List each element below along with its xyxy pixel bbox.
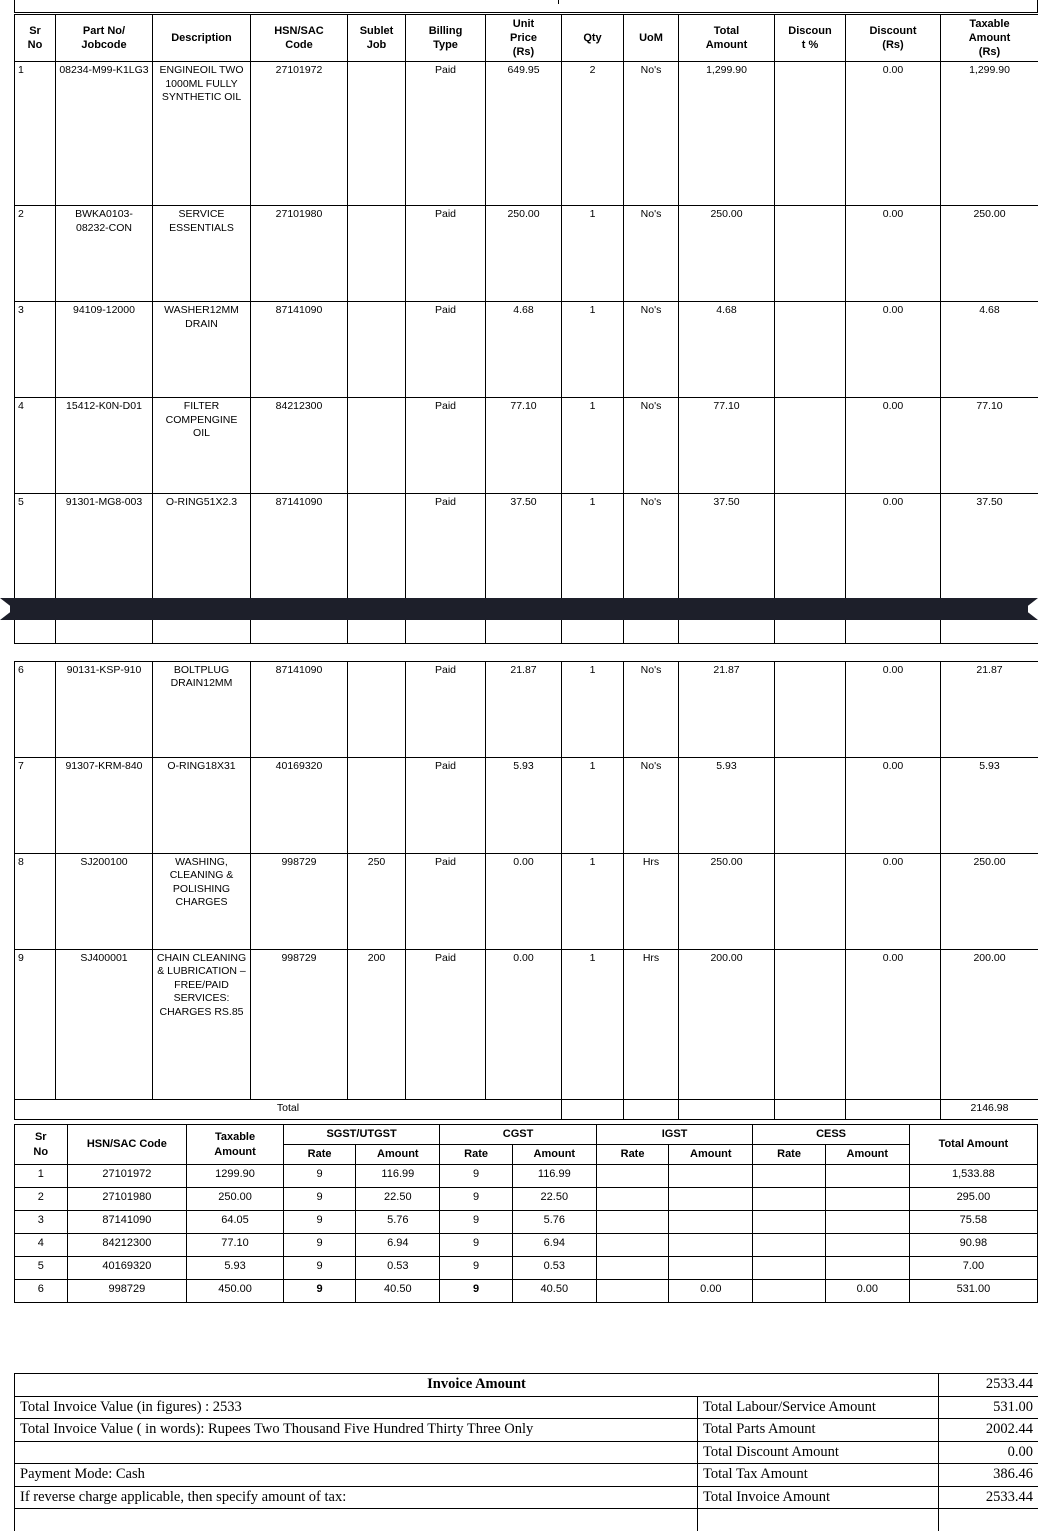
item-sr-no: 1 xyxy=(15,62,56,206)
gst-col-cess-rate: Rate xyxy=(753,1145,825,1165)
item-sr-no: 4 xyxy=(15,398,56,494)
items-total-row-container xyxy=(15,1100,1038,1120)
gst-igst-amount xyxy=(669,1234,753,1257)
item-part-no: 15412-K0N-D01 xyxy=(56,398,153,494)
item-total-amount: 250.00 xyxy=(679,854,775,950)
item-discount-rs: 0.00 xyxy=(846,758,941,854)
gst-cess-rate xyxy=(753,1188,825,1211)
gst-sgst-rate: 9 xyxy=(283,1234,355,1257)
payment-mode: Payment Mode: Cash xyxy=(15,1464,698,1487)
gst-cess-rate xyxy=(753,1165,825,1188)
item-discount-rs: 0.00 xyxy=(846,62,941,206)
item-unit-price: 5.93 xyxy=(486,758,562,854)
gst-igst-amount xyxy=(669,1188,753,1211)
gst-cess-amount: 0.00 xyxy=(825,1280,909,1303)
gst-sgst-rate: 9 xyxy=(283,1165,355,1188)
gst-cess-rate xyxy=(753,1211,825,1234)
item-discount-rs: 0.00 xyxy=(846,302,941,398)
gst-col-cgst-group: CGST xyxy=(440,1125,596,1145)
gst-col-hsn-sac: HSN/SAC Code xyxy=(67,1125,187,1165)
line-items-table xyxy=(14,14,1038,644)
gst-cess-amount xyxy=(825,1211,909,1234)
item-discount-pct xyxy=(775,662,846,758)
item-sublet-job: 200 xyxy=(348,950,406,1100)
gst-cess-amount xyxy=(825,1257,909,1280)
table-row xyxy=(15,494,1038,644)
footer-row-invoice-amount xyxy=(15,1374,1038,1397)
gst-body xyxy=(15,1165,1038,1303)
item-qty: 1 xyxy=(562,398,624,494)
gst-total-amount: 90.98 xyxy=(909,1234,1037,1257)
item-hsn-sac: 998729 xyxy=(251,950,348,1100)
item-part-no: 94109-12000 xyxy=(56,302,153,398)
item-sublet-job xyxy=(348,302,406,398)
table-row xyxy=(15,1188,1038,1211)
total-qty-cell xyxy=(562,1100,624,1120)
reverse-charge-note: If reverse charge applicable, then specify amount of tax: xyxy=(15,1486,698,1509)
labour-amount-value: 531.00 xyxy=(939,1396,1038,1419)
gst-igst-rate xyxy=(596,1188,668,1211)
item-discount-pct xyxy=(775,854,846,950)
invoice-summary-footer xyxy=(14,1373,1038,1531)
table-row xyxy=(15,1165,1038,1188)
item-total-amount: 1,299.90 xyxy=(679,62,775,206)
gst-col-sgst-group: SGST/UTGST xyxy=(283,1125,439,1145)
col-header-qty: Qty xyxy=(562,15,624,62)
gst-col-igst-amount: Amount xyxy=(669,1145,753,1165)
gst-col-total-amount: Total Amount xyxy=(909,1125,1037,1165)
items-table-page-2 xyxy=(14,661,1038,1120)
items-total-row xyxy=(15,1100,1038,1120)
item-discount-pct xyxy=(775,494,846,644)
invoice-total-label: Total Invoice Amount xyxy=(698,1486,939,1509)
col-header-sublet-job: Sublet Job xyxy=(348,15,406,62)
item-billing-type: Paid xyxy=(406,62,486,206)
footer-row-figures xyxy=(15,1396,1038,1419)
invoice-amount-title: Invoice Amount xyxy=(15,1374,939,1397)
col-header-billing-type: Billing Type xyxy=(406,15,486,62)
item-discount-rs: 0.00 xyxy=(846,662,941,758)
tax-amount-value: 386.46 xyxy=(939,1464,1038,1487)
item-description: WASHER12MM DRAIN xyxy=(153,302,251,398)
gst-igst-rate xyxy=(596,1257,668,1280)
item-description: O-RING51X2.3 xyxy=(153,494,251,644)
gst-total-amount: 7.00 xyxy=(909,1257,1037,1280)
item-hsn-sac: 87141090 xyxy=(251,494,348,644)
items-body-page-2 xyxy=(15,662,1038,1100)
gst-igst-amount xyxy=(669,1211,753,1234)
gst-total-amount: 295.00 xyxy=(909,1188,1037,1211)
item-qty: 1 xyxy=(562,662,624,758)
tax-amount-label: Total Tax Amount xyxy=(698,1464,939,1487)
col-header-taxable-amount: Taxable Amount (Rs) xyxy=(941,15,1038,62)
item-sublet-job xyxy=(348,62,406,206)
item-discount-rs: 0.00 xyxy=(846,854,941,950)
item-discount-pct xyxy=(775,62,846,206)
item-sublet-job xyxy=(348,662,406,758)
item-description: BOLTPLUG DRAIN12MM xyxy=(153,662,251,758)
footer-row-payment-mode xyxy=(15,1464,1038,1487)
item-discount-rs: 0.00 xyxy=(846,398,941,494)
gst-total-amount: 531.00 xyxy=(909,1280,1037,1303)
gst-sgst-rate: 9 xyxy=(283,1280,355,1303)
gst-col-cgst-rate: Rate xyxy=(440,1145,512,1165)
item-billing-type: Paid xyxy=(406,302,486,398)
gst-summary-section xyxy=(14,1124,1038,1303)
parts-amount-value: 2002.44 xyxy=(939,1419,1038,1442)
gst-igst-rate xyxy=(596,1234,668,1257)
item-sublet-job xyxy=(348,758,406,854)
item-description: FILTER COMPENGINE OIL xyxy=(153,398,251,494)
item-taxable-amount: 4.68 xyxy=(941,302,1038,398)
item-part-no: 91301-MG8-003 xyxy=(56,494,153,644)
gst-total-amount: 75.58 xyxy=(909,1211,1037,1234)
gst-cgst-amount: 5.76 xyxy=(512,1211,596,1234)
table-row xyxy=(15,62,1038,206)
item-part-no: 90131-KSP-910 xyxy=(56,662,153,758)
item-uom: No's xyxy=(624,62,679,206)
item-billing-type: Paid xyxy=(406,854,486,950)
gst-igst-rate xyxy=(596,1211,668,1234)
item-taxable-amount: 1,299.90 xyxy=(941,62,1038,206)
item-uom: No's xyxy=(624,662,679,758)
gst-total-amount: 1,533.88 xyxy=(909,1165,1037,1188)
item-billing-type: Paid xyxy=(406,950,486,1100)
line-items-table-continued xyxy=(14,661,1038,1120)
gst-cgst-rate: 9 xyxy=(440,1280,512,1303)
gst-col-sr-no: Sr No xyxy=(15,1125,68,1165)
item-total-amount: 200.00 xyxy=(679,950,775,1100)
item-sublet-job xyxy=(348,398,406,494)
item-uom: No's xyxy=(624,302,679,398)
item-uom: No's xyxy=(624,398,679,494)
item-sr-no: 3 xyxy=(15,302,56,398)
footer-row-words xyxy=(15,1419,1038,1442)
item-total-amount: 4.68 xyxy=(679,302,775,398)
item-billing-type: Paid xyxy=(406,758,486,854)
gst-sr-no: 3 xyxy=(15,1211,68,1234)
item-description: ENGINEOIL TWO 1000ML FULLY SYNTHETIC OIL xyxy=(153,62,251,206)
table-row xyxy=(15,662,1038,758)
item-uom: No's xyxy=(624,206,679,302)
gst-sr-no: 5 xyxy=(15,1257,68,1280)
item-part-no: 91307-KRM-840 xyxy=(56,758,153,854)
invoice-amount-value: 2533.44 xyxy=(939,1374,1038,1397)
item-unit-price: 77.10 xyxy=(486,398,562,494)
item-uom: No's xyxy=(624,758,679,854)
gst-col-sgst-rate: Rate xyxy=(283,1145,355,1165)
gst-sgst-amount: 0.53 xyxy=(356,1257,440,1280)
item-taxable-amount: 37.50 xyxy=(941,494,1038,644)
gst-igst-amount xyxy=(669,1165,753,1188)
item-unit-price: 649.95 xyxy=(486,62,562,206)
item-qty: 1 xyxy=(562,494,624,644)
item-discount-rs: 0.00 xyxy=(846,206,941,302)
gst-cgst-rate: 9 xyxy=(440,1211,512,1234)
item-qty: 1 xyxy=(562,950,624,1100)
gst-summary-table xyxy=(14,1124,1038,1303)
items-table-header-row xyxy=(15,15,1038,62)
gst-igst-amount: 0.00 xyxy=(669,1280,753,1303)
col-header-unit-price: Unit Price (Rs) xyxy=(486,15,562,62)
item-hsn-sac: 998729 xyxy=(251,854,348,950)
table-row xyxy=(15,1257,1038,1280)
gst-igst-rate xyxy=(596,1280,668,1303)
item-description: SERVICE ESSENTIALS xyxy=(153,206,251,302)
gst-hsn-sac: 27101972 xyxy=(67,1165,187,1188)
item-total-amount: 5.93 xyxy=(679,758,775,854)
item-total-amount: 37.50 xyxy=(679,494,775,644)
fragment-outline xyxy=(14,0,1038,13)
item-unit-price: 21.87 xyxy=(486,662,562,758)
footer-row-reverse-charge xyxy=(15,1486,1038,1509)
item-hsn-sac: 87141090 xyxy=(251,302,348,398)
gst-sgst-rate: 9 xyxy=(283,1257,355,1280)
footer-blank-cell xyxy=(15,1441,698,1464)
gst-taxable-amount: 1299.90 xyxy=(187,1165,284,1188)
gst-hsn-sac: 87141090 xyxy=(67,1211,187,1234)
item-billing-type: Paid xyxy=(406,398,486,494)
item-sr-no: 6 xyxy=(15,662,56,758)
col-header-discount-pct: Discoun t % xyxy=(775,15,846,62)
item-total-amount: 21.87 xyxy=(679,662,775,758)
table-row xyxy=(15,758,1038,854)
items-table-page-1 xyxy=(14,14,1038,644)
item-total-amount: 77.10 xyxy=(679,398,775,494)
total-amount-cell xyxy=(679,1100,775,1120)
item-description: CHAIN CLEANING & LUBRICATION – FREE/PAID SERVICES: CHARGES RS.85 xyxy=(153,950,251,1100)
gst-cgst-rate: 9 xyxy=(440,1257,512,1280)
item-sublet-job xyxy=(348,494,406,644)
col-header-discount-rs: Discount (Rs) xyxy=(846,15,941,62)
gst-col-sgst-amount: Amount xyxy=(356,1145,440,1165)
gst-sgst-amount: 5.76 xyxy=(356,1211,440,1234)
gst-sgst-amount: 22.50 xyxy=(356,1188,440,1211)
gst-taxable-amount: 77.10 xyxy=(187,1234,284,1257)
item-total-amount: 250.00 xyxy=(679,206,775,302)
item-qty: 2 xyxy=(562,62,624,206)
gst-cess-amount xyxy=(825,1234,909,1257)
item-uom: Hrs xyxy=(624,854,679,950)
footer-row-blank xyxy=(15,1441,1038,1464)
gst-cgst-amount: 40.50 xyxy=(512,1280,596,1303)
item-discount-pct xyxy=(775,398,846,494)
gst-cess-rate xyxy=(753,1257,825,1280)
item-discount-pct xyxy=(775,302,846,398)
gst-cess-amount xyxy=(825,1188,909,1211)
gst-col-cgst-amount: Amount xyxy=(512,1145,596,1165)
gst-hsn-sac: 27101980 xyxy=(67,1188,187,1211)
footer-row-continuation xyxy=(15,1509,1038,1531)
item-unit-price: 0.00 xyxy=(486,950,562,1100)
item-description: O-RING18X31 xyxy=(153,758,251,854)
col-header-hsn-sac: HSN/SAC Code xyxy=(251,15,348,62)
item-uom: Hrs xyxy=(624,950,679,1100)
item-sr-no: 7 xyxy=(15,758,56,854)
gst-cgst-rate: 9 xyxy=(440,1188,512,1211)
gst-taxable-amount: 5.93 xyxy=(187,1257,284,1280)
item-taxable-amount: 200.00 xyxy=(941,950,1038,1100)
table-row xyxy=(15,398,1038,494)
invoice-value-figures: Total Invoice Value (in figures) : 2533 xyxy=(15,1396,698,1419)
item-hsn-sac: 87141090 xyxy=(251,662,348,758)
clipped-table-fragment-top xyxy=(14,0,1038,14)
gst-igst-amount xyxy=(669,1257,753,1280)
invoice-value-words: Total Invoice Value ( in words): Rupees Two Thousand Five Hundred Thirty Three Only xyxy=(15,1419,698,1442)
gst-col-taxable-amount: Taxable Amount xyxy=(187,1125,284,1165)
item-sr-no: 2 xyxy=(15,206,56,302)
table-row xyxy=(15,1280,1038,1303)
gst-sgst-rate: 9 xyxy=(283,1188,355,1211)
item-hsn-sac: 27101980 xyxy=(251,206,348,302)
table-row xyxy=(15,854,1038,950)
item-discount-pct xyxy=(775,758,846,854)
gst-sr-no: 6 xyxy=(15,1280,68,1303)
item-discount-rs: 0.00 xyxy=(846,494,941,644)
labour-amount-label: Total Labour/Service Amount xyxy=(698,1396,939,1419)
items-body-page-1 xyxy=(15,62,1038,644)
gst-sr-no: 4 xyxy=(15,1234,68,1257)
item-hsn-sac: 27101972 xyxy=(251,62,348,206)
total-discount-rs-cell xyxy=(846,1100,941,1120)
gst-hsn-sac: 84212300 xyxy=(67,1234,187,1257)
gst-cess-rate xyxy=(753,1234,825,1257)
footer-summary-table xyxy=(14,1373,1038,1531)
item-description: WASHING, CLEANING & POLISHING CHARGES xyxy=(153,854,251,950)
item-hsn-sac: 84212300 xyxy=(251,398,348,494)
gst-cgst-amount: 22.50 xyxy=(512,1188,596,1211)
table-row xyxy=(15,1211,1038,1234)
discount-amount-value: 0.00 xyxy=(939,1441,1038,1464)
item-qty: 1 xyxy=(562,854,624,950)
table-row xyxy=(15,950,1038,1100)
item-part-no: SJ400001 xyxy=(56,950,153,1100)
item-part-no: 08234-M99-K1LG3 xyxy=(56,62,153,206)
item-sr-no: 9 xyxy=(15,950,56,1100)
total-label-cell: Total xyxy=(15,1100,562,1120)
gst-col-igst-group: IGST xyxy=(596,1125,753,1145)
gst-header-row-1 xyxy=(15,1125,1038,1145)
item-billing-type: Paid xyxy=(406,206,486,302)
fragment-divider xyxy=(558,0,559,4)
gst-igst-rate xyxy=(596,1165,668,1188)
gst-sgst-amount: 6.94 xyxy=(356,1234,440,1257)
item-part-no: SJ200100 xyxy=(56,854,153,950)
item-unit-price: 37.50 xyxy=(486,494,562,644)
discount-amount-label: Total Discount Amount xyxy=(698,1441,939,1464)
footer-continuation-left xyxy=(15,1509,698,1531)
total-taxable-cell: 2146.98 xyxy=(941,1100,1038,1120)
item-taxable-amount: 21.87 xyxy=(941,662,1038,758)
item-billing-type: Paid xyxy=(406,494,486,644)
invoice-total-value: 2533.44 xyxy=(939,1486,1038,1509)
gst-cess-rate xyxy=(753,1280,825,1303)
col-header-part-no: Part No/ Jobcode xyxy=(56,15,153,62)
gst-cess-amount xyxy=(825,1165,909,1188)
gst-col-igst-rate: Rate xyxy=(596,1145,668,1165)
col-header-description: Description xyxy=(153,15,251,62)
total-discount-pct-cell xyxy=(775,1100,846,1120)
gst-sr-no: 1 xyxy=(15,1165,68,1188)
gst-sr-no: 2 xyxy=(15,1188,68,1211)
table-row xyxy=(15,1234,1038,1257)
gst-sgst-rate: 9 xyxy=(283,1211,355,1234)
gst-taxable-amount: 64.05 xyxy=(187,1211,284,1234)
item-sublet-job xyxy=(348,206,406,302)
gst-cgst-amount: 0.53 xyxy=(512,1257,596,1280)
item-qty: 1 xyxy=(562,206,624,302)
gst-hsn-sac: 998729 xyxy=(67,1280,187,1303)
gst-cgst-amount: 116.99 xyxy=(512,1165,596,1188)
item-sr-no: 5 xyxy=(15,494,56,644)
gst-cgst-amount: 6.94 xyxy=(512,1234,596,1257)
item-taxable-amount: 77.10 xyxy=(941,398,1038,494)
item-qty: 1 xyxy=(562,758,624,854)
parts-amount-label: Total Parts Amount xyxy=(698,1419,939,1442)
item-sublet-job: 250 xyxy=(348,854,406,950)
gst-sgst-amount: 116.99 xyxy=(356,1165,440,1188)
gst-hsn-sac: 40169320 xyxy=(67,1257,187,1280)
item-uom: No's xyxy=(624,494,679,644)
col-header-total-amount: Total Amount xyxy=(679,15,775,62)
gst-sgst-amount: 40.50 xyxy=(356,1280,440,1303)
col-header-uom: UoM xyxy=(624,15,679,62)
item-sr-no: 8 xyxy=(15,854,56,950)
table-row xyxy=(15,206,1038,302)
item-unit-price: 0.00 xyxy=(486,854,562,950)
gst-col-cess-group: CESS xyxy=(753,1125,909,1145)
footer-continuation-mid xyxy=(698,1509,939,1531)
item-billing-type: Paid xyxy=(406,662,486,758)
item-discount-pct xyxy=(775,950,846,1100)
item-taxable-amount: 250.00 xyxy=(941,206,1038,302)
item-part-no: BWKA0103-08232-CON xyxy=(56,206,153,302)
gst-cgst-rate: 9 xyxy=(440,1234,512,1257)
table-row xyxy=(15,302,1038,398)
item-taxable-amount: 5.93 xyxy=(941,758,1038,854)
gst-taxable-amount: 450.00 xyxy=(187,1280,284,1303)
item-discount-rs: 0.00 xyxy=(846,950,941,1100)
total-uom-cell xyxy=(624,1100,679,1120)
gst-cgst-rate: 9 xyxy=(440,1165,512,1188)
gst-col-cess-amount: Amount xyxy=(825,1145,909,1165)
page-break-separator xyxy=(0,598,1038,620)
footer-continuation-right xyxy=(939,1509,1038,1531)
item-unit-price: 250.00 xyxy=(486,206,562,302)
item-unit-price: 4.68 xyxy=(486,302,562,398)
gst-taxable-amount: 250.00 xyxy=(187,1188,284,1211)
item-discount-pct xyxy=(775,206,846,302)
item-qty: 1 xyxy=(562,302,624,398)
col-header-sr-no: Sr No xyxy=(15,15,56,62)
item-hsn-sac: 40169320 xyxy=(251,758,348,854)
item-taxable-amount: 250.00 xyxy=(941,854,1038,950)
